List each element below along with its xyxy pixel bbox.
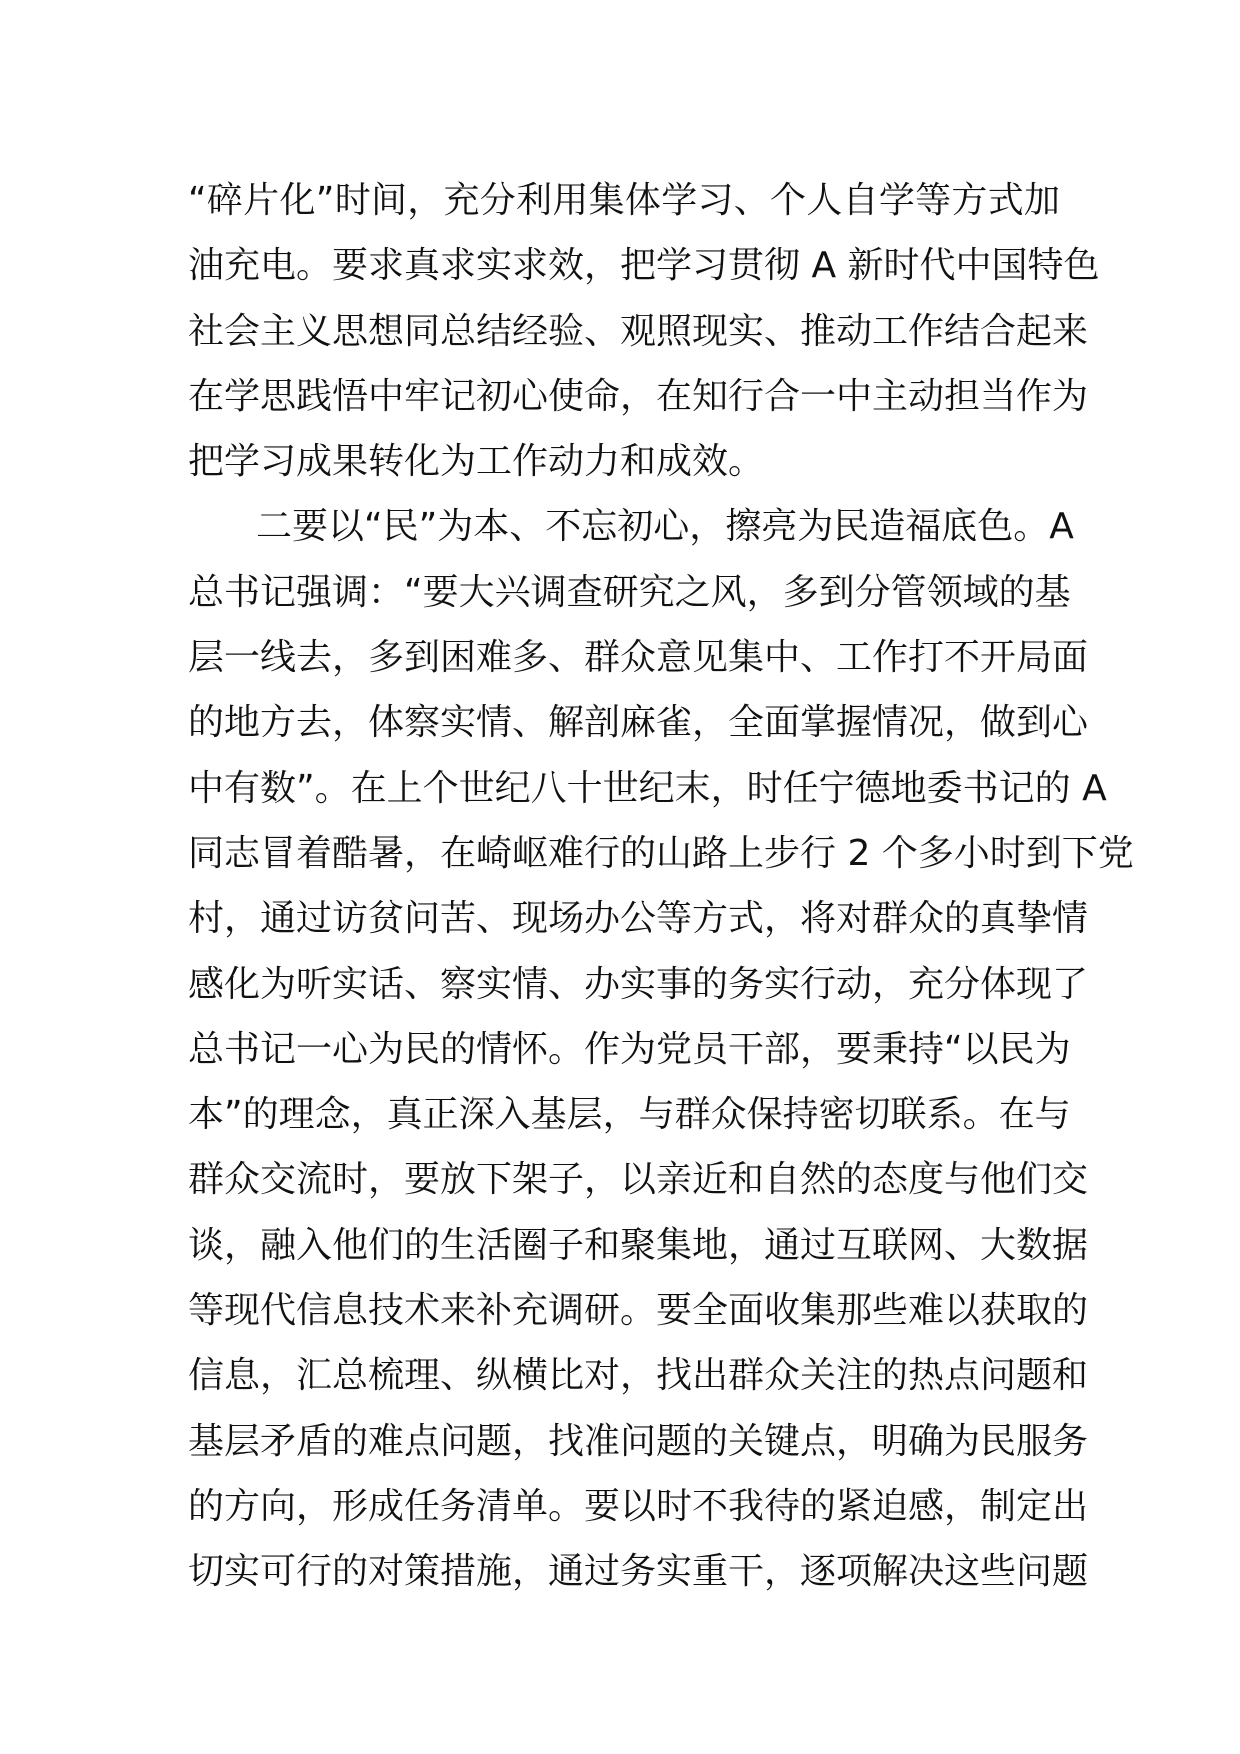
text-line-16: 群众交流时，要放下架子，以亲近和自然的态度与他们交 <box>188 1159 1089 1201</box>
text-line-4: 在学思践悟中牢记初心使命，在知行合一中主动担当作为 <box>188 375 1089 417</box>
paragraph-start-line: 二要以“民”为本、不忘初心，擦亮为民造福底色。A <box>256 506 1074 548</box>
text-line-11: 同志冒着酷暑，在崎岖难行的山路上步行 2 个多小时到下党 <box>188 832 1134 874</box>
text-line-3: 社会主义思想同总结经验、观照现实、推动工作结合起来 <box>188 310 1089 352</box>
text-line-14: 总书记一心为民的情怀。作为党员干部，要秉持“以民为 <box>188 1028 1071 1070</box>
text-line-18: 等现代信息技术来补充调研。要全面收集那些难以获取的 <box>188 1290 1089 1332</box>
text-line-21: 的方向，形成任务清单。要以时不我待的紧迫感，制定出 <box>188 1485 1089 1527</box>
text-line-1: “碎片化”时间，充分利用集体学习、个人自学等方式加 <box>188 180 1060 221</box>
text-line-2: 油充电。要求真求实求效，把学习贯彻 A 新时代中国特色 <box>188 245 1100 287</box>
text-line-19: 信息，汇总梳理、纵横比对，找出群众关注的热点问题和 <box>188 1355 1089 1397</box>
text-line-12: 村，通过访贫问苦、现场办公等方式，将对群众的真挚情 <box>188 898 1089 940</box>
text-line-8: 层一线去，多到困难多、群众意见集中、工作打不开局面 <box>188 637 1089 679</box>
text-line-15: 本”的理念，真正深入基层，与群众保持密切联系。在与 <box>188 1094 1071 1136</box>
text-line-13: 感化为听实话、察实情、办实事的务实行动，充分体现了 <box>188 963 1089 1005</box>
text-line-17: 谈，融入他们的生活圈子和聚集地，通过互联网、大数据 <box>188 1224 1089 1266</box>
text-line-5: 把学习成果转化为工作动力和成效。 <box>188 441 765 483</box>
text-line-7: 总书记强调：“要大兴调查研究之风，多到分管领域的基 <box>188 571 1071 613</box>
text-line-22: 切实可行的对策措施，通过务实重干，逐项解决这些问题 <box>188 1551 1089 1593</box>
text-line-20: 基层矛盾的难点问题，找准问题的关键点，明确为民服务 <box>188 1420 1089 1462</box>
text-line-10: 中有数”。在上个世纪八十世纪末，时任宁德地委书记的 A <box>188 767 1107 809</box>
text-line-9: 的地方去，体察实情、解剖麻雀，全面掌握情况，做到心 <box>188 702 1089 744</box>
document-body <box>188 168 1134 1605</box>
